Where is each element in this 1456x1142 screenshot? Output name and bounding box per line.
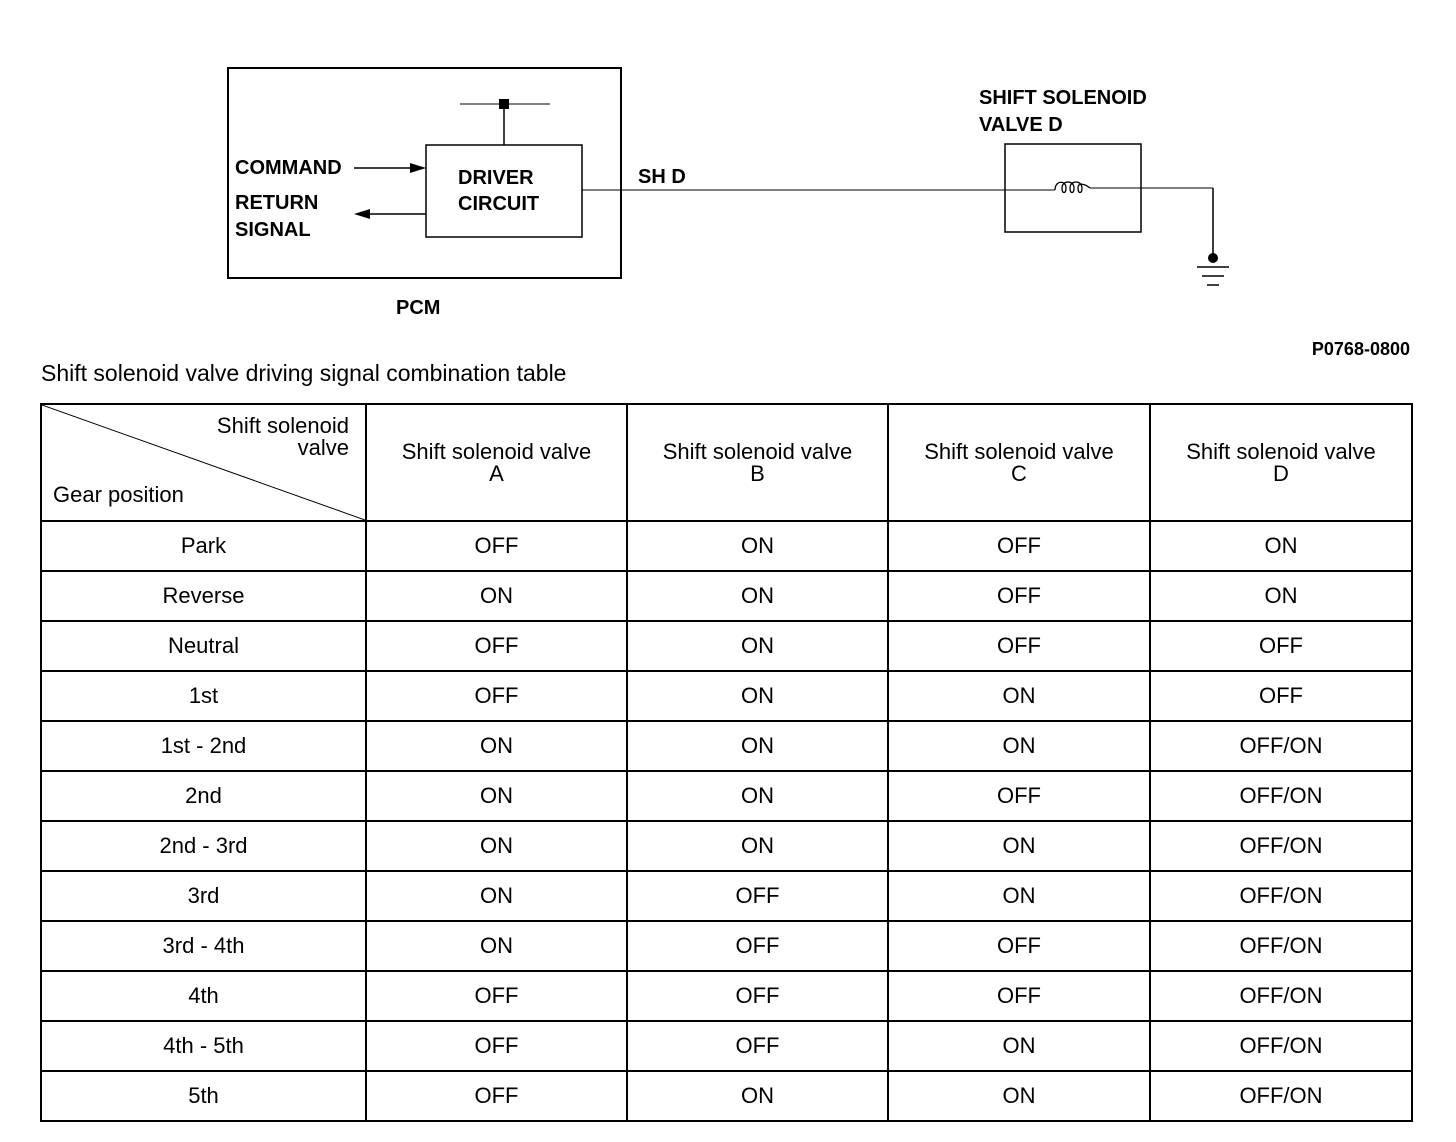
- gear-position-cell: 4th: [41, 971, 366, 1021]
- valve-a-state-cell: ON: [366, 921, 627, 971]
- table-row: [41, 521, 1412, 571]
- table-row: [41, 621, 1412, 671]
- gear-position-cell: 5th: [41, 1071, 366, 1121]
- table-body: [41, 521, 1412, 1121]
- valve-c-state-cell: ON: [888, 721, 1150, 771]
- table-caption: Shift solenoid valve driving signal combination table: [41, 360, 567, 386]
- valve-b-state-cell: ON: [627, 571, 888, 621]
- valve-c-state-cell: OFF: [888, 521, 1150, 571]
- return-arrow-head: [354, 209, 370, 219]
- valve-c-state-cell: OFF: [888, 771, 1150, 821]
- column-header-valve-b: Shift solenoid valve B: [627, 404, 888, 521]
- corner-gear-label: Gear position: [53, 482, 184, 507]
- ground-node: [1208, 253, 1218, 263]
- corner-header: [41, 404, 366, 521]
- valve-c-state-cell: ON: [888, 1021, 1150, 1071]
- valve-a-state-cell: OFF: [366, 521, 627, 571]
- valve-b-state-cell: OFF: [627, 971, 888, 1021]
- valve-d-state-cell: OFF/ON: [1150, 871, 1412, 921]
- driver-circuit-box: [426, 145, 582, 237]
- return-signal-label-line1: RETURN: [235, 192, 319, 214]
- pcm-label: PCM: [396, 297, 441, 319]
- valve-c-state-cell: OFF: [888, 921, 1150, 971]
- valve-a-state-cell: OFF: [366, 971, 627, 1021]
- table-row: [41, 821, 1412, 871]
- gear-position-cell: Park: [41, 521, 366, 571]
- valve-a-state-cell: OFF: [366, 1021, 627, 1071]
- gear-position-cell: 3rd - 4th: [41, 921, 366, 971]
- corner-valve-label: Shift solenoid valve: [216, 413, 349, 460]
- table-row: [41, 871, 1412, 921]
- driver-circuit-label-line2: CIRCUIT: [458, 193, 540, 215]
- valve-d-state-cell: OFF/ON: [1150, 821, 1412, 871]
- figure-code: P0768-0800: [1311, 339, 1410, 359]
- valve-b-state-cell: OFF: [627, 921, 888, 971]
- table-row: [41, 571, 1412, 621]
- valve-a-state-cell: ON: [366, 721, 627, 771]
- valve-b-state-cell: ON: [627, 771, 888, 821]
- sh-d-label: SH D: [638, 166, 686, 188]
- valve-b-state-cell: ON: [627, 721, 888, 771]
- driver-circuit-label-line1: DRIVER: [458, 167, 534, 189]
- gear-position-cell: 4th - 5th: [41, 1021, 366, 1071]
- valve-d-state-cell: OFF/ON: [1150, 921, 1412, 971]
- table-row: [41, 921, 1412, 971]
- table-row: [41, 721, 1412, 771]
- circuit-diagram: [0, 0, 1456, 330]
- gear-position-cell: Reverse: [41, 571, 366, 621]
- coil-symbol: [1055, 182, 1090, 193]
- solenoid-label-line1: SHIFT SOLENOID: [979, 87, 1147, 109]
- valve-a-state-cell: ON: [366, 821, 627, 871]
- gear-position-cell: 3rd: [41, 871, 366, 921]
- valve-d-state-cell: OFF/ON: [1150, 1021, 1412, 1071]
- column-header-valve-d: Shift solenoid valve D: [1150, 404, 1412, 521]
- valve-d-state-cell: OFF/ON: [1150, 971, 1412, 1021]
- valve-d-state-cell: OFF/ON: [1150, 721, 1412, 771]
- gear-position-cell: 2nd: [41, 771, 366, 821]
- table-row: [41, 1021, 1412, 1071]
- table-row: [41, 671, 1412, 721]
- valve-c-state-cell: OFF: [888, 621, 1150, 671]
- column-header-valve-a: Shift solenoid valve A: [366, 404, 627, 521]
- valve-a-state-cell: ON: [366, 771, 627, 821]
- table-row: [41, 971, 1412, 1021]
- valve-d-state-cell: ON: [1150, 571, 1412, 621]
- valve-b-state-cell: ON: [627, 621, 888, 671]
- table-header-row: [41, 404, 1412, 521]
- valve-c-state-cell: OFF: [888, 971, 1150, 1021]
- gear-position-cell: 2nd - 3rd: [41, 821, 366, 871]
- valve-a-state-cell: OFF: [366, 1071, 627, 1121]
- table-row: [41, 1071, 1412, 1121]
- valve-d-state-cell: ON: [1150, 521, 1412, 571]
- command-label: COMMAND: [235, 157, 342, 179]
- valve-d-state-cell: OFF: [1150, 621, 1412, 671]
- gear-position-cell: 1st: [41, 671, 366, 721]
- valve-a-state-cell: ON: [366, 871, 627, 921]
- valve-b-state-cell: ON: [627, 521, 888, 571]
- valve-a-state-cell: OFF: [366, 621, 627, 671]
- valve-d-state-cell: OFF/ON: [1150, 1071, 1412, 1121]
- valve-c-state-cell: ON: [888, 1071, 1150, 1121]
- table-row: [41, 771, 1412, 821]
- solenoid-label-line2: VALVE D: [979, 114, 1063, 136]
- valve-a-state-cell: ON: [366, 571, 627, 621]
- valve-c-state-cell: ON: [888, 871, 1150, 921]
- gear-position-cell: 1st - 2nd: [41, 721, 366, 771]
- gear-position-cell: Neutral: [41, 621, 366, 671]
- valve-c-state-cell: OFF: [888, 571, 1150, 621]
- valve-b-state-cell: ON: [627, 1071, 888, 1121]
- valve-b-state-cell: ON: [627, 821, 888, 871]
- valve-b-state-cell: OFF: [627, 871, 888, 921]
- valve-b-state-cell: OFF: [627, 1021, 888, 1071]
- valve-a-state-cell: OFF: [366, 671, 627, 721]
- column-header-valve-c: Shift solenoid valve C: [888, 404, 1150, 521]
- command-arrow-head: [410, 163, 426, 173]
- combination-table: [40, 403, 1413, 1122]
- valve-c-state-cell: ON: [888, 821, 1150, 871]
- valve-d-state-cell: OFF/ON: [1150, 771, 1412, 821]
- valve-b-state-cell: ON: [627, 671, 888, 721]
- return-signal-label-line2: SIGNAL: [235, 219, 311, 241]
- valve-c-state-cell: ON: [888, 671, 1150, 721]
- valve-d-state-cell: OFF: [1150, 671, 1412, 721]
